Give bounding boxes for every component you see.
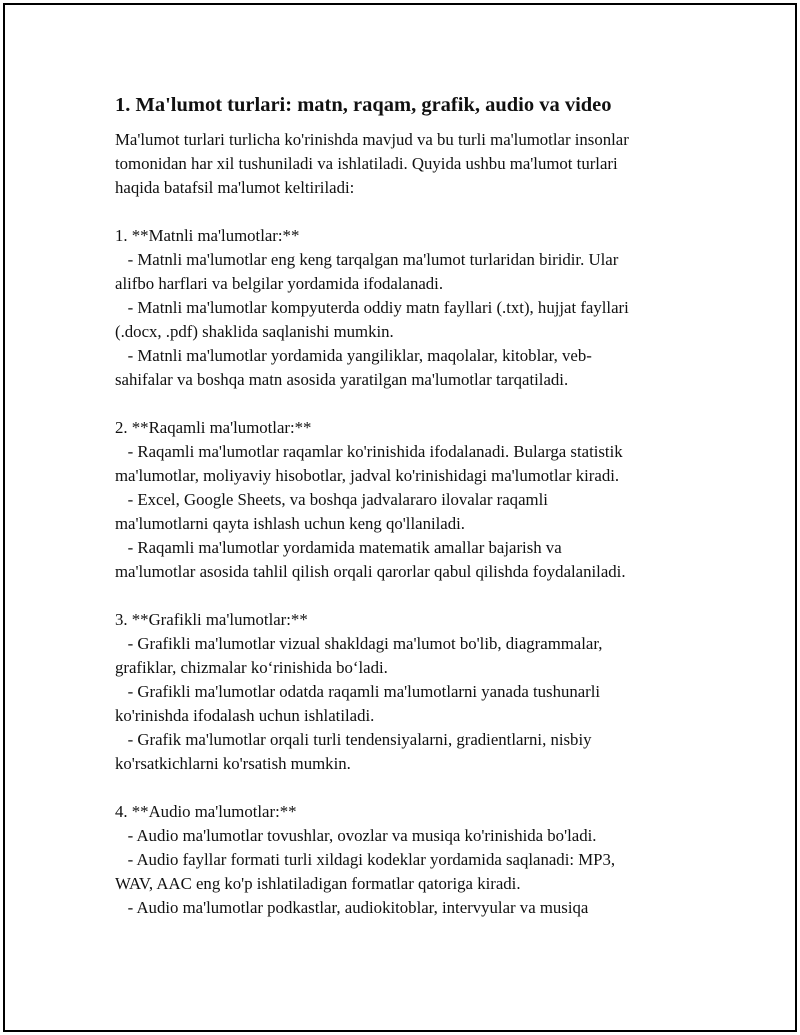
text-line: - Matnli ma'lumotlar eng keng tarqalgan ma'lumot turlaridan biridir. Ular (115, 250, 619, 269)
text-line: - Raqamli ma'lumotlar yordamida matematik amallar bajarish va (115, 538, 562, 557)
section-text-data (115, 224, 695, 392)
text-line: Ma'lumot turlari turlicha ko'rinishda mavjud va bu turli ma'lumotlar insonlar (115, 130, 629, 149)
section-numeric-data (115, 416, 695, 584)
text-line: tomonidan har xil tushuniladi va ishlatiladi. Quyida ushbu ma'lumot turlari (115, 154, 618, 173)
text-line: - Grafikli ma'lumotlar vizual shakldagi ma'lumot bo'lib, diagrammalar, (115, 634, 603, 653)
text-line: - Raqamli ma'lumotlar raqamlar ko'rinishida ifodalanadi. Bularga statistik (115, 442, 623, 461)
text-line: - Excel, Google Sheets, va boshqa jadvalararo ilovalar raqamli (115, 490, 548, 509)
section-title: 3. **Grafikli ma'lumotlar:** (115, 610, 308, 629)
text-line: haqida batafsil ma'lumot keltiriladi: (115, 178, 355, 197)
intro-paragraph (115, 128, 695, 200)
text-line: - Grafikli ma'lumotlar odatda raqamli ma'lumotlarni yanada tushunarli (115, 682, 601, 701)
text-line: (.docx, .pdf) shaklida saqlanishi mumkin. (115, 322, 394, 341)
text-line: ma'lumotlar asosida tahlil qilish orqali qarorlar qabul qilishda foydalaniladi. (115, 562, 626, 581)
text-line: - Audio fayllar formati turli xildagi kodeklar yordamida saqlanadi: MP3, (115, 850, 616, 869)
text-line: ma'lumotlar, moliyaviy hisobotlar, jadval ko'rinishidagi ma'lumotlar kiradi. (115, 466, 620, 485)
text-line: - Audio ma'lumotlar podkastlar, audiokitoblar, intervyular va musiqa (115, 898, 589, 917)
section-title: 1. **Matnli ma'lumotlar:** (115, 226, 300, 245)
text-line: - Matnli ma'lumotlar yordamida yangiliklar, maqolalar, kitoblar, veb- (115, 346, 592, 365)
text-line: - Matnli ma'lumotlar kompyuterda oddiy matn fayllari (.txt), hujjat fayllari (115, 298, 629, 317)
text-line: ma'lumotlarni qayta ishlash uchun keng qo'llaniladi. (115, 514, 465, 533)
text-line: grafiklar, chizmalar ko‘rinishida bo‘ladi. (115, 658, 388, 677)
text-line: ko'rsatkichlarni ko'rsatish mumkin. (115, 754, 351, 773)
section-heading: 1. Ma'lumot turlari: matn, raqam, grafik, audio va video (115, 94, 612, 116)
document-body (115, 92, 695, 920)
section-title: 2. **Raqamli ma'lumotlar:** (115, 418, 312, 437)
text-line: WAV, AAC eng ko'p ishlatiladigan formatlar qatoriga kiradi. (115, 874, 521, 893)
section-title: 4. **Audio ma'lumotlar:** (115, 802, 297, 821)
text-line: - Audio ma'lumotlar tovushlar, ovozlar va musiqa ko'rinishida bo'ladi. (115, 826, 597, 845)
text-line: ko'rinishda ifodalash uchun ishlatiladi. (115, 706, 375, 725)
section-graphic-data (115, 608, 695, 776)
text-line: sahifalar va boshqa matn asosida yaratilgan ma'lumotlar tarqatiladi. (115, 370, 569, 389)
text-line: - Grafik ma'lumotlar orqali turli tendensiyalarni, gradientlarni, nisbiy (115, 730, 592, 749)
text-line: alifbo harflari va belgilar yordamida ifodalanadi. (115, 274, 444, 293)
section-audio-data (115, 800, 695, 920)
